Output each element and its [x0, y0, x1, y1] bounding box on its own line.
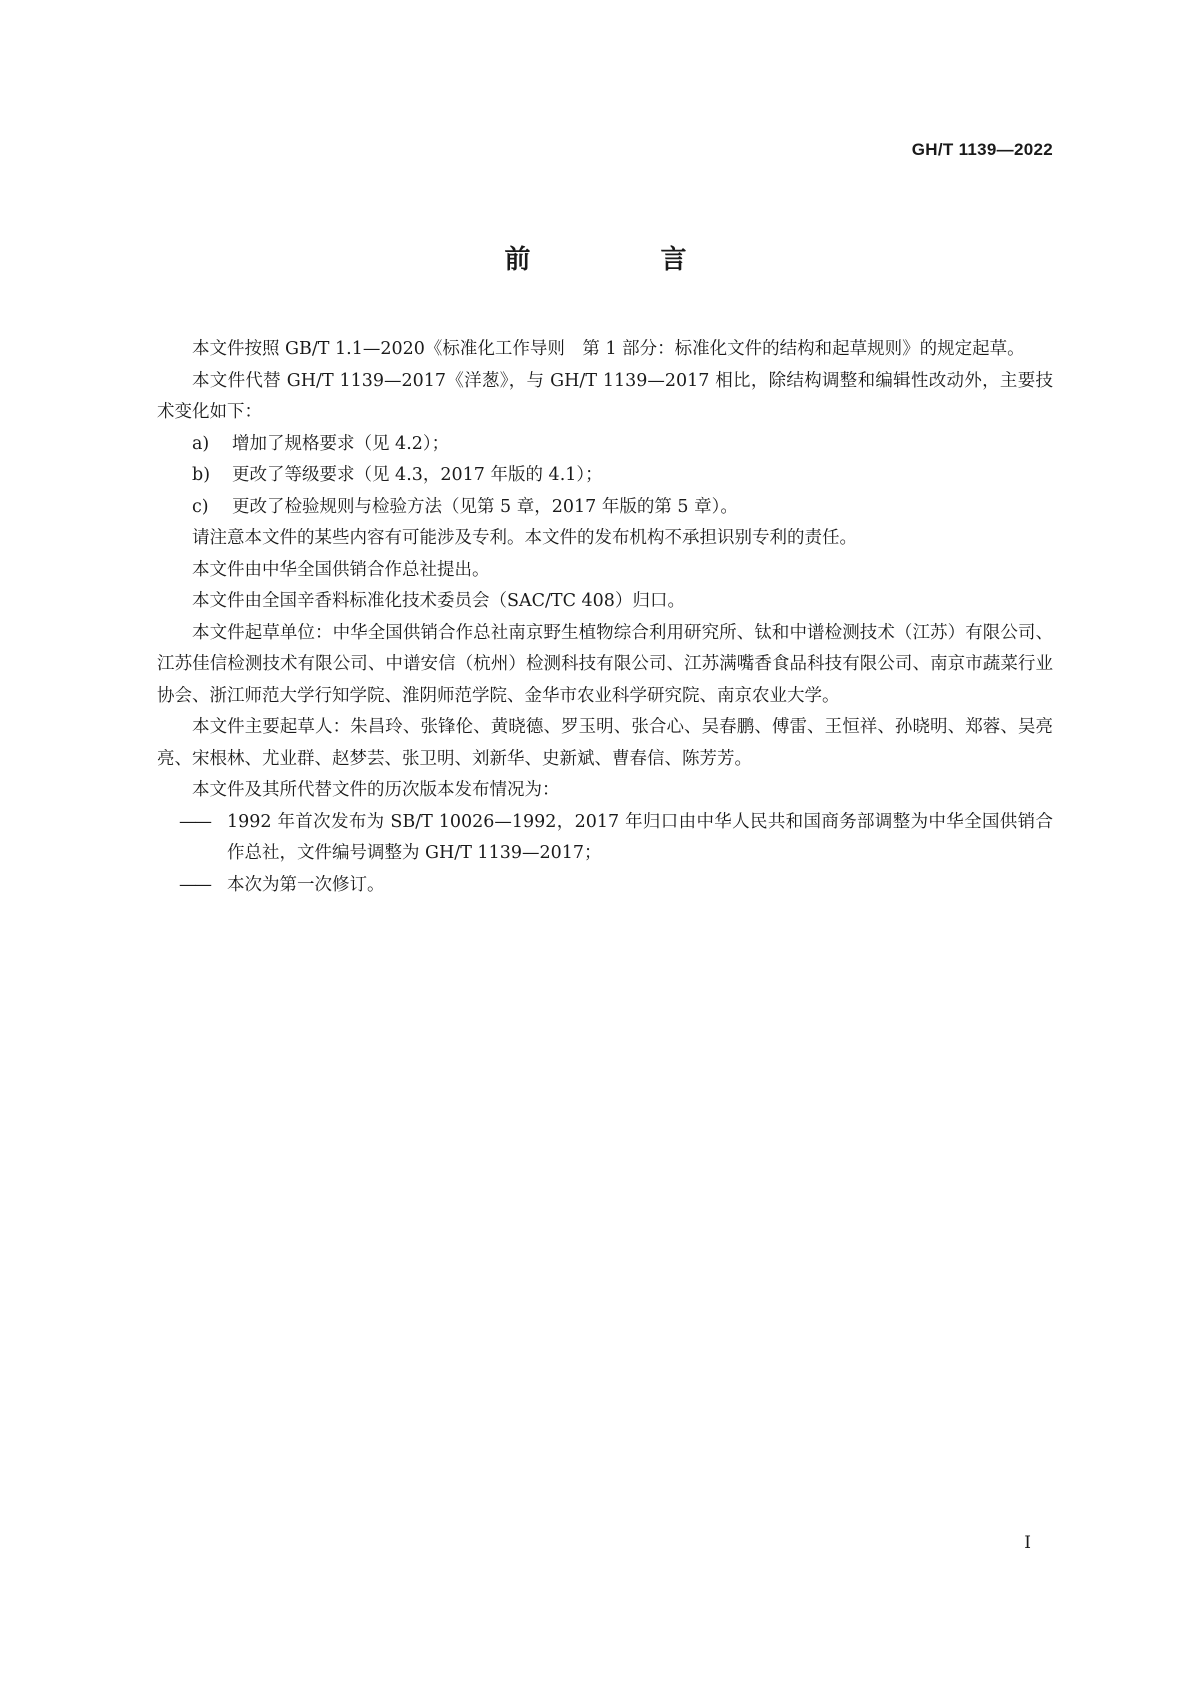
- standard-code: GH/T 1139—2022: [911, 140, 1053, 159]
- change-item: [157, 460, 1053, 492]
- page-title: 前 言: [504, 245, 739, 275]
- history-item-text: 本次为第一次修订。: [227, 874, 385, 895]
- change-item-marker: c): [192, 496, 209, 517]
- history-item: [157, 807, 1053, 870]
- change-item: [157, 429, 1053, 461]
- change-item-marker: a): [192, 433, 210, 454]
- paragraph-patent-notice: 请注意本文件的某些内容有可能涉及专利。本文件的发布机构不承担识别专利的责任。: [192, 528, 857, 548]
- paragraph-drafting-units: 本文件起草单位：中华全国供销合作总社南京野生植物综合利用研究所、钛和中谱检测技术（江苏）有限公司、江苏佳信检测技术有限公司、中谱安信（杭州）检测科技有限公司、江苏满嘴香食品科技有限公司、南京市蔬菜行业协会、浙江师范大学行知学院、淮阴师范学院、金华市农业科学研究院、南京农业大学。: [157, 622, 1053, 706]
- document-body: [157, 334, 1053, 901]
- history-dash: ——: [179, 811, 210, 832]
- paragraph-drafting-basis: 本文件按照 GB/T 1.1—2020《标准化工作导则 第 1 部分：标准化文件的结构和起草规则》的规定起草。: [192, 339, 1025, 359]
- page-number: I: [1024, 1533, 1031, 1553]
- paragraph-version-history: 本文件及其所代替文件的历次版本发布情况为：: [192, 780, 560, 800]
- change-item-marker: b): [192, 465, 211, 485]
- paragraph-drafters: 本文件主要起草人：朱昌玲、张锋伦、黄晓德、罗玉明、张合心、吴春鹏、傅雷、王恒祥、孙晓明、郑蓉、吴亮亮、宋根林、尤业群、赵梦芸、张卫明、刘新华、史新斌、曹春信、陈芳芳。: [157, 717, 1053, 769]
- history-dash: ——: [179, 874, 210, 895]
- history-item-text: 1992 年首次发布为 SB/T 10026—1992，2017 年归口由中华人民共和国商务部调整为中华全国供销合作总社，文件编号调整为 GH/T 1139—2017；: [227, 811, 1053, 863]
- change-item: [157, 492, 1053, 524]
- history-item: [157, 870, 1053, 902]
- paragraph-technical-committee: 本文件由全国辛香料标准化技术委员会（SAC/TC 408）归口。: [192, 591, 685, 611]
- change-item-text: 更改了检验规则与检验方法（见第 5 章，2017 年版的第 5 章）。: [232, 496, 738, 517]
- change-item-text: 更改了等级要求（见 4.3，2017 年版的 4.1）；: [232, 465, 603, 485]
- paragraph-proposer: 本文件由中华全国供销合作总社提出。: [192, 559, 490, 580]
- paragraph-replacement: 本文件代替 GH/T 1139—2017《洋葱》，与 GH/T 1139—2017 相比，除结构调整和编辑性改动外，主要技术变化如下：: [157, 370, 1053, 422]
- change-item-text: 增加了规格要求（见 4.2）；: [232, 433, 450, 454]
